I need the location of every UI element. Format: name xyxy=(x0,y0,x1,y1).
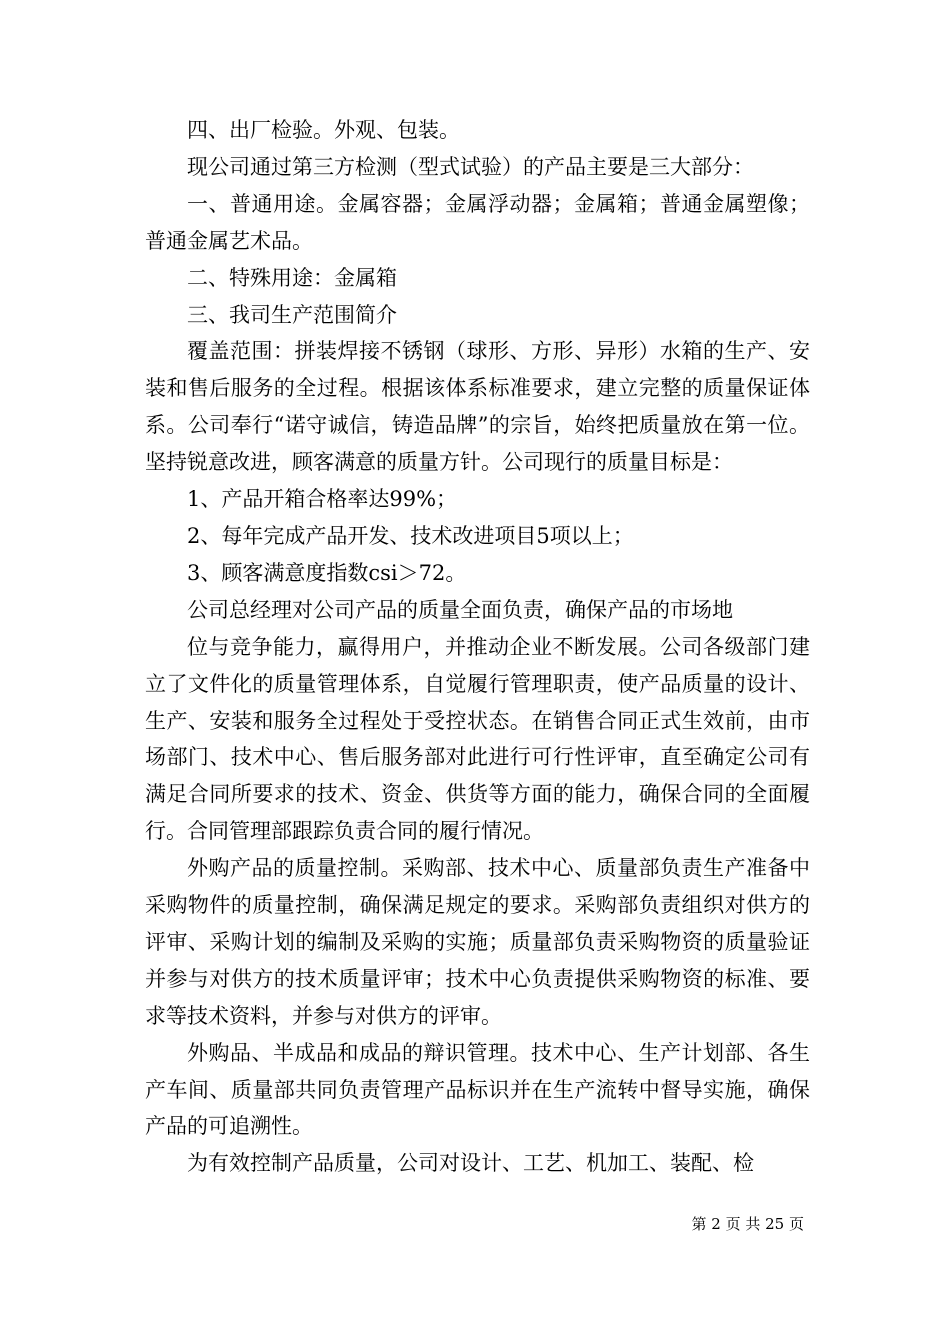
paragraph: 四、出厂检验。外观、包装。 xyxy=(187,118,460,142)
paragraph: 1、产品开箱合格率达99%； xyxy=(187,487,458,512)
paragraph: 为有效控制产品质量，公司对设计、工艺、机加工、装配、检 xyxy=(187,1151,754,1176)
paragraph: 现公司通过第三方检测（型式试验）的产品主要是三大部分： xyxy=(187,154,754,179)
paragraph: 覆盖范围：拼装焊接不锈钢（球形、方形、异形）水箱的生产、安装和售后服务的全过程。根据该体系标准要求，建立完整的质量保证体系。公司奉行“诺守诚信，铸造品牌”的宗旨，始终把质量放在第一位。坚持锐意改进，顾客满意的质量方针。公司现行的质量目标是： xyxy=(145,339,810,475)
paragraph: 外购产品的质量控制。采购部、技术中心、质量部负责生产准备中采购物件的质量控制，确保满足规定的要求。采购部负责组织对供方的评审、采购计划的编制及采购的实施；质量部负责采购物资的质量验证并参与对供方的技术质量评审；技术中心负责提供采购物资的标准、要求等技术资料，并参与对供方的评审。 xyxy=(145,856,810,1028)
paragraph: 2、每年完成产品开发、技术改进项目5项以上； xyxy=(187,523,634,548)
paragraph: 三、我司生产范围简介 xyxy=(187,302,397,327)
paragraph: 一、普通用途。金属容器；金属浮动器；金属箱；普通金属塑像；普通金属艺术品。 xyxy=(145,191,810,253)
paragraph: 公司总经理对公司产品的质量全面负责，确保产品的市场地 xyxy=(187,597,733,622)
paragraph: 3、顾客满意度指数csi＞72。 xyxy=(187,560,467,585)
paragraph: 二、特殊用途：金属箱 xyxy=(187,265,397,290)
paragraph: 外购品、半成品和成品的辩识管理。技术中心、生产计划部、各生产车间、质量部共同负责管理产品标识并在生产流转中督导实施，确保产品的可追溯性。 xyxy=(145,1040,810,1139)
page-number-footer: 第 2 页 共 25 页 xyxy=(691,1215,804,1233)
paragraph: 位与竞争能力，赢得用户，并推动企业不断发展。公司各级部门建立了文件化的质量管理体系，自觉履行管理职责，使产品质量的设计、生产、安装和服务全过程处于受控状态。在销售合同正式生效前，由市场部门、技术中心、售后服务部对此进行可行性评审，直至确定公司有满足合同所要求的技术、资金、供货等方面的能力，确保合同的全面履行。合同管理部跟踪负责合同的履行情况。 xyxy=(145,634,810,844)
document-body xyxy=(145,112,810,1182)
